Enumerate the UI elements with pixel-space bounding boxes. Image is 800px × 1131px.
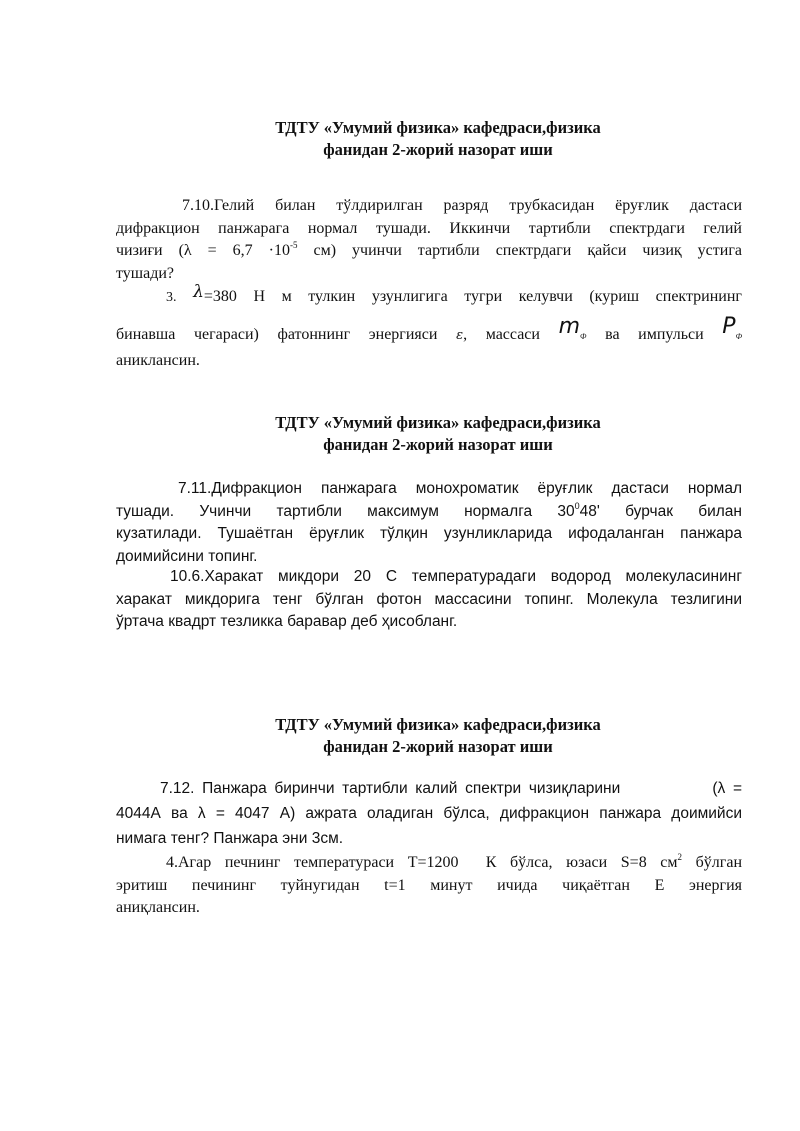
heading-2-line-2: фанидан 2-жорий назорат иши — [323, 435, 553, 454]
problem-7-12-line-3: нимага тенг? Панжара эни 3см. — [116, 830, 344, 847]
heading-3-line-2: фанидан 2-жорий назорат иши — [323, 737, 553, 756]
problem-4-line-1b: бўлган — [682, 854, 743, 871]
problem-7-11-line-3: кузатилади. Тушаётган ёруғлик тўлқин узунликларида ифодаланган панжара — [116, 525, 742, 542]
problem-4-line-1a: 4.Агар печнинг температураси Т=1200 К бўлса, юзаси S=8 см — [166, 854, 678, 871]
problem-4-line-3: аниқлансин. — [116, 899, 200, 916]
exponent: -5 — [290, 240, 298, 250]
heading-3 — [0, 714, 800, 758]
problem-7-10-line-3b: см) учинчи тартибли спектрдаги қайси чизиқ устига — [297, 242, 742, 259]
area-superscript: 2 — [677, 852, 683, 862]
heading-3-line-1: ТДТУ «Умумий физика» кафедраси,физика — [275, 715, 601, 734]
problem-3 — [116, 283, 742, 373]
problem-3-line-2b: , массаси — [463, 326, 540, 343]
lambda-symbol: λ — [193, 282, 204, 302]
heading-1-line-1: ТДТУ «Умумий физика» кафедраси,физика — [275, 118, 601, 137]
problem-7-11-line-4: доимийсини топинг. — [116, 547, 258, 565]
problem-7-10-line-2: дифракцион панжарага нормал тушади. Иккинчи тартибли спектрдаги гелий — [116, 219, 742, 237]
problem-10-6-line-3: ўртача квадрт тезликка баравар деб ҳисобланг. — [116, 613, 458, 630]
problem-7-10 — [116, 195, 742, 285]
problem-7-10-line-3a: чизиғи (λ = 6,7 ·10 — [116, 242, 290, 259]
problem-7-11-line-2b: 48' бурчак билан — [579, 502, 742, 520]
problem-7-11 — [116, 478, 742, 568]
problem-10-6 — [116, 566, 742, 634]
problem-7-10-line-1: 7.10.Гелий билан тўлдирилган разряд трубкасидан ёруғлик дастаси — [182, 197, 742, 214]
degree-superscript: 0 — [574, 500, 580, 511]
heading-1-line-2: фанидан 2-жорий назорат иши — [323, 140, 553, 159]
problem-7-12-line-2: 4044А ва λ = 4047 А) ажрата оладиган бўлса, дифракцион панжара доимийси — [116, 805, 742, 822]
heading-2-line-1: ТДТУ «Умумий физика» кафедраси,физика — [275, 413, 601, 432]
problem-7-12 — [116, 776, 742, 851]
momentum-symbol: PФ — [722, 314, 742, 341]
epsilon-symbol: ε — [456, 328, 464, 343]
problem-7-10-line-4: тушади? — [116, 264, 175, 282]
problem-3-line-1: =380 Н м тулкин узунлигига тугри келувчи (куриш спектрининг — [203, 288, 742, 305]
problem-7-11-line-1: 7.11.Дифракцион панжарага монохроматик ёруғлик дастаси нормал — [178, 480, 742, 497]
heading-1 — [0, 117, 800, 161]
problem-3-line-2a: бинавша чегараси) фатоннинг энергияси — [116, 326, 438, 343]
problem-10-6-line-1: 10.6.Харакат микдори 20 С температурадаги водород молекуласининг — [170, 568, 742, 585]
problem-4-line-2: эритиш печининг туйнугидан t=1 минут ичида чиқаётган Е энергия — [116, 876, 742, 894]
problem-7-12-line-1: 7.12. Панжара биринчи тартибли калий спектри чизиқларини (λ = — [160, 780, 742, 797]
problem-3-line-2c: ва импульси — [605, 326, 704, 343]
problem-3-line-3: аниклансин. — [116, 352, 200, 369]
problem-4 — [116, 852, 742, 920]
problem-10-6-line-2: харакат микдорига тенг бўлган фотон массасини топинг. Молекула тезлигини — [116, 590, 742, 608]
problem-3-number: 3. — [166, 290, 177, 305]
heading-2 — [0, 412, 800, 456]
problem-7-11-line-2a: тушади. Учинчи тартибли максимум нормалга 30 — [116, 502, 575, 520]
mass-symbol: mФ — [558, 314, 587, 341]
